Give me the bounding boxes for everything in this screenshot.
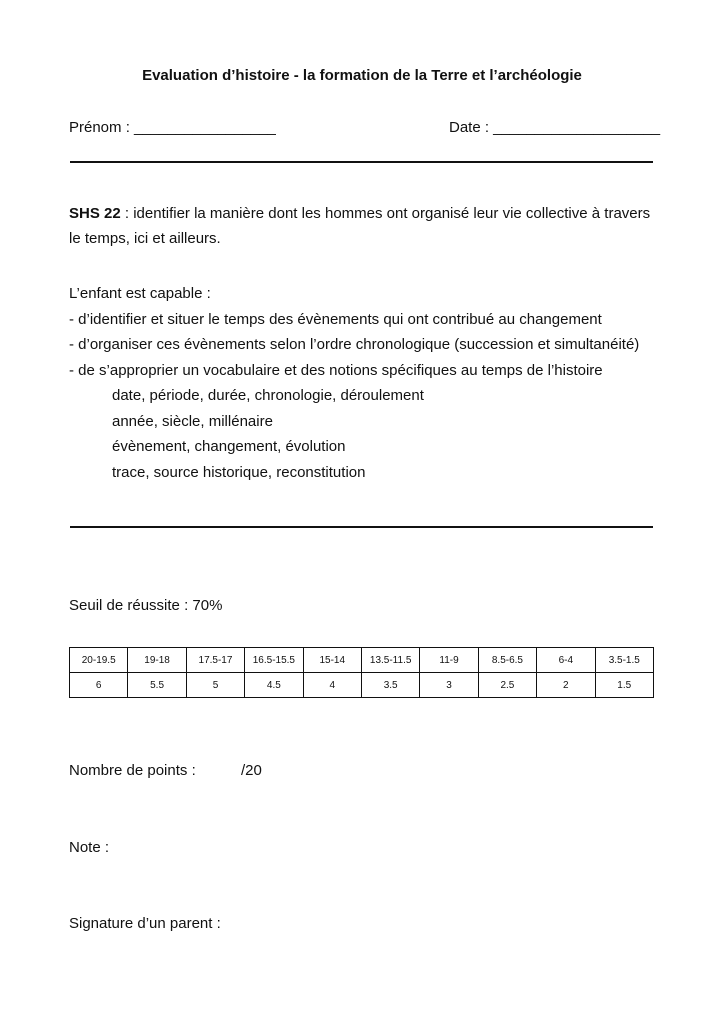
capabilities-list — [69, 281, 669, 485]
points-cell: 6-4 — [537, 648, 595, 673]
vocabulary-item: trace, source historique, reconstitution — [112, 463, 366, 481]
grade-cell: 5 — [186, 673, 244, 698]
points-cell: 13.5-11.5 — [361, 648, 419, 673]
points-cell: 8.5-6.5 — [478, 648, 536, 673]
points-cell: 19-18 — [128, 648, 186, 673]
points-cell: 17.5-17 — [186, 648, 244, 673]
grade-cell: 4 — [303, 673, 361, 698]
grade-cell: 1.5 — [595, 673, 653, 698]
objective-text: : identifier la manière dont les hommes ont organisé leur vie collective à travers le temps, ici et ailleurs. — [69, 205, 651, 247]
points-cell: 11-9 — [420, 648, 478, 673]
grade-cell: 2 — [537, 673, 595, 698]
vocabulary-item: évènement, changement, évolution — [112, 438, 346, 455]
divider-middle — [70, 526, 653, 528]
grade-cell: 3.5 — [361, 673, 419, 698]
vocabulary-item: année, siècle, millénaire — [112, 412, 273, 430]
grade-cell: 3 — [420, 673, 478, 698]
capability-item: - de s’approprier un vocabulaire et des notions spécifiques au temps de l’histoire — [69, 361, 603, 379]
divider-top — [70, 161, 653, 163]
note-label: Note : — [69, 839, 110, 856]
capability-item: - d’organiser ces évènements selon l’ordre chronologique (succession et simultanéité) — [69, 336, 640, 353]
capabilities-intro: L’enfant est capable : — [69, 285, 211, 302]
points-total: /20 — [241, 762, 262, 779]
points-cell: 15-14 — [303, 648, 361, 673]
grade-cell: 6 — [70, 673, 128, 698]
signature-label: Signature d’un parent : — [69, 915, 221, 932]
threshold-text: Seuil de réussite : 70% — [69, 597, 223, 614]
grade-cell: 4.5 — [245, 673, 303, 698]
grade-cell: 2.5 — [478, 673, 536, 698]
prenom-field: Prénom : _________________ — [69, 119, 276, 136]
date-field: Date : ____________________ — [449, 119, 661, 136]
vocabulary-item: date, période, durée, chronologie, déroulement — [112, 387, 424, 404]
points-cell: 16.5-15.5 — [245, 648, 303, 673]
points-cell: 3.5-1.5 — [595, 648, 653, 673]
objective-paragraph — [69, 201, 659, 251]
capability-item: - d’identifier et situer le temps des évènements qui ont contribué au changement — [69, 310, 602, 328]
grade-table — [69, 647, 654, 698]
grade-cell: 5.5 — [128, 673, 186, 698]
points-cell: 20-19.5 — [70, 648, 128, 673]
document-title: Evaluation d’histoire - la formation de la Terre et l’archéologie — [142, 67, 582, 84]
grades-row — [70, 673, 654, 698]
objective-code: SHS 22 — [69, 205, 121, 222]
points-label: Nombre de points : — [69, 762, 196, 779]
points-row — [70, 648, 654, 673]
